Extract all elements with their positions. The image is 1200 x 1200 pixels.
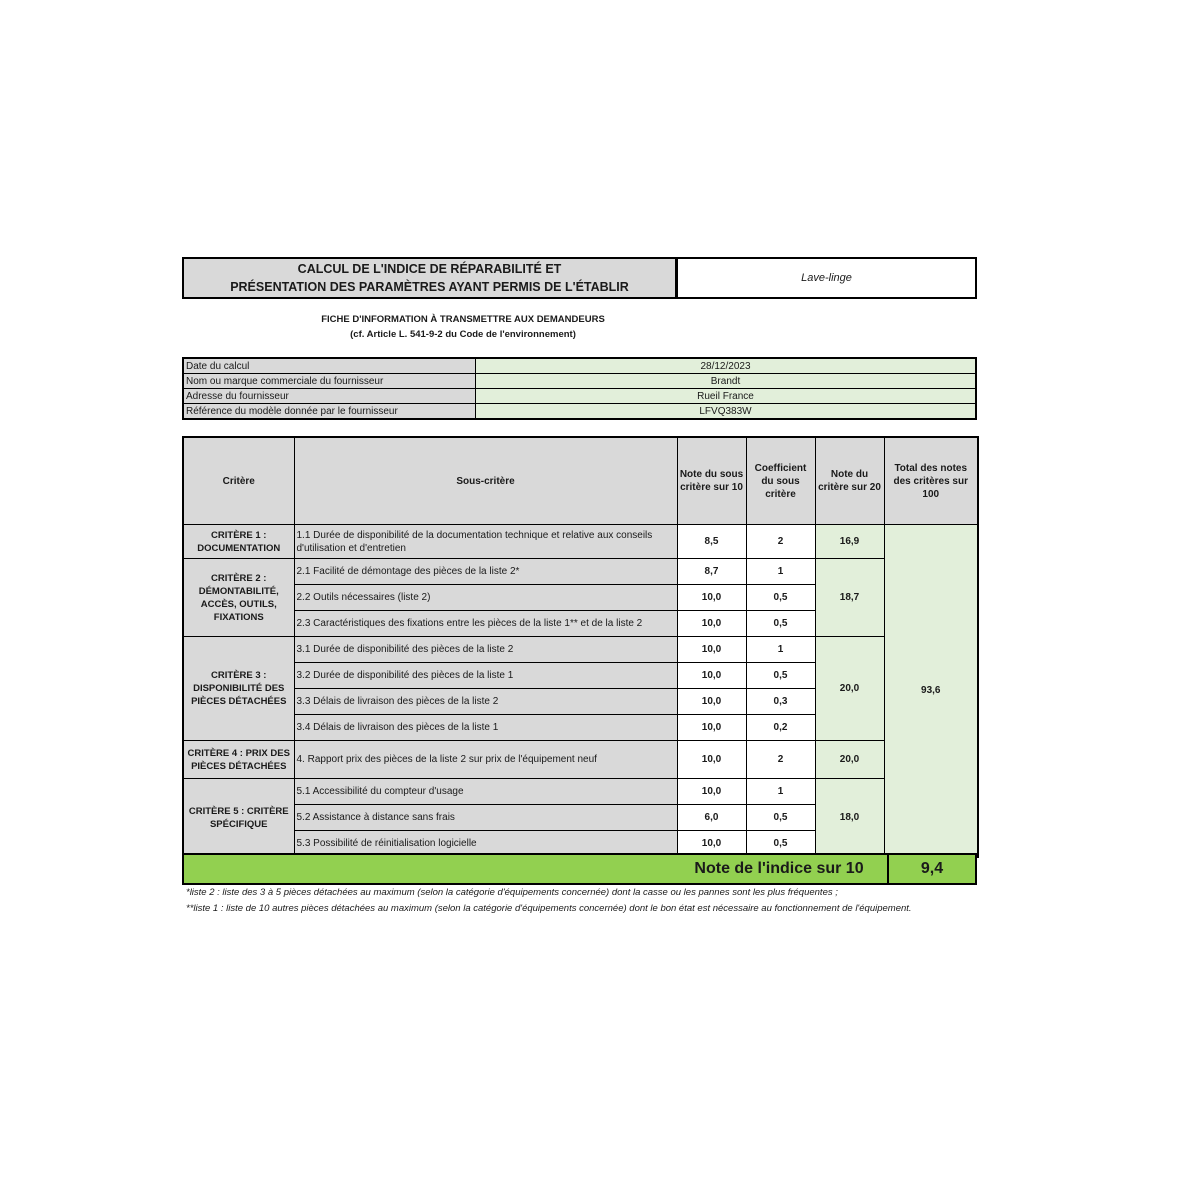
info-value: LFVQ383W — [476, 404, 977, 420]
sub-criterion: 5.1 Accessibilité du compteur d'usage — [294, 779, 677, 805]
sub-note: 10,0 — [677, 611, 746, 637]
header-note-critere: Note du critère sur 20 — [815, 437, 884, 525]
criterion-score: 20,0 — [815, 741, 884, 779]
info-label: Adresse du fournisseur — [183, 389, 476, 404]
document-title — [182, 257, 677, 299]
info-row — [183, 358, 976, 374]
sub-coef: 0,3 — [746, 689, 815, 715]
criterion-score: 18,0 — [815, 779, 884, 858]
sub-note: 10,0 — [677, 779, 746, 805]
title-line-2: PRÉSENTATION DES PARAMÈTRES AYANT PERMIS DE L'ÉTABLIR — [230, 280, 629, 294]
sub-criterion: 3.3 Délais de livraison des pièces de la liste 2 — [294, 689, 677, 715]
footnote-2: **liste 1 : liste de 10 autres pièces détachées au maximum (selon la catégorie d'équipements concernée) dont le bon état est nécessaire au fonctionnement de l'équipement. — [186, 903, 912, 914]
subtitle-line-2: (cf. Article L. 541-9-2 du Code de l'environnement) — [350, 329, 576, 340]
info-row — [183, 404, 976, 420]
criterion-score: 18,7 — [815, 559, 884, 637]
header-total: Total des notes des critères sur 100 — [884, 437, 978, 525]
sub-criterion: 3.1 Durée de disponibilité des pièces de la liste 2 — [294, 637, 677, 663]
header-note-sous: Note du sous critère sur 10 — [677, 437, 746, 525]
total-score: 93,6 — [884, 525, 978, 858]
sub-criterion: 3.2 Durée de disponibilité des pièces de la liste 1 — [294, 663, 677, 689]
criterion-3: CRITÈRE 3 : DISPONIBILITÉ DES PIÈCES DÉTACHÉES — [183, 637, 294, 741]
info-label: Nom ou marque commerciale du fournisseur — [183, 374, 476, 389]
info-row — [183, 374, 976, 389]
criterion-1: CRITÈRE 1 : DOCUMENTATION — [183, 525, 294, 559]
sub-coef: 2 — [746, 525, 815, 559]
sub-criterion: 4. Rapport prix des pièces de la liste 2 sur prix de l'équipement neuf — [294, 741, 677, 779]
table-row — [183, 741, 978, 779]
sub-coef: 0,5 — [746, 611, 815, 637]
sub-coef: 1 — [746, 779, 815, 805]
footnote-1: *liste 2 : liste des 3 à 5 pièces détachées au maximum (selon la catégorie d'équipements concernée) dont la casse ou les pannes sont les plus fréquentes ; — [186, 887, 838, 898]
table-header-row — [183, 437, 978, 525]
result-label: Note de l'indice sur 10 — [694, 860, 864, 877]
supplier-info-table — [182, 357, 977, 420]
result-value: 9,4 — [920, 860, 944, 877]
criterion-5: CRITÈRE 5 : CRITÈRE SPÉCIFIQUE — [183, 779, 294, 858]
sub-note: 10,0 — [677, 689, 746, 715]
sub-criterion: 1.1 Durée de disponibilité de la documentation technique et relative aux conseils d'utilisation et d'entretien — [294, 525, 677, 559]
sub-coef: 0,5 — [746, 805, 815, 831]
info-label: Date du calcul — [183, 358, 476, 374]
sub-criterion: 5.2 Assistance à distance sans frais — [294, 805, 677, 831]
product-type: Lave-linge — [676, 257, 977, 299]
sub-criterion: 2.2 Outils nécessaires (liste 2) — [294, 585, 677, 611]
repairability-table — [182, 436, 979, 858]
header-critere: Critère — [183, 437, 294, 525]
subtitle — [182, 312, 744, 342]
subtitle-line-1: FICHE D'INFORMATION À TRANSMETTRE AUX DEMANDEURS — [321, 314, 605, 325]
table-row — [183, 525, 978, 559]
info-value: Brandt — [476, 374, 977, 389]
table-row — [183, 779, 978, 805]
header-coef: Coefficient du sous critère — [746, 437, 815, 525]
sub-criterion: 2.3 Caractéristiques des fixations entre les pièces de la liste 1** et de la liste 2 — [294, 611, 677, 637]
info-value: 28/12/2023 — [476, 358, 977, 374]
sub-criterion: 2.1 Facilité de démontage des pièces de la liste 2* — [294, 559, 677, 585]
info-label: Référence du modèle donnée par le fournisseur — [183, 404, 476, 420]
sub-coef: 1 — [746, 637, 815, 663]
table-row — [183, 637, 978, 663]
info-value: Rueil France — [476, 389, 977, 404]
title-line-1: CALCUL DE L'INDICE DE RÉPARABILITÉ ET — [297, 262, 562, 276]
criterion-score: 16,9 — [815, 525, 884, 559]
sub-note: 8,5 — [677, 525, 746, 559]
table-row — [183, 559, 978, 585]
sub-note: 10,0 — [677, 831, 746, 858]
criterion-4: CRITÈRE 4 : PRIX DES PIÈCES DÉTACHÉES — [183, 741, 294, 779]
criterion-2: CRITÈRE 2 : DÉMONTABILITÉ, ACCÈS, OUTILS, FIXATIONS — [183, 559, 294, 637]
sub-coef: 0,5 — [746, 831, 815, 858]
sub-coef: 1 — [746, 559, 815, 585]
sub-criterion: 3.4 Délais de livraison des pièces de la liste 1 — [294, 715, 677, 741]
sub-note: 8,7 — [677, 559, 746, 585]
sub-criterion: 5.3 Possibilité de réinitialisation logicielle — [294, 831, 677, 858]
sub-note: 10,0 — [677, 715, 746, 741]
sub-note: 10,0 — [677, 585, 746, 611]
sub-note: 10,0 — [677, 637, 746, 663]
sub-coef: 0,5 — [746, 663, 815, 689]
sub-coef: 2 — [746, 741, 815, 779]
sub-note: 10,0 — [677, 741, 746, 779]
sub-note: 10,0 — [677, 663, 746, 689]
sub-note: 6,0 — [677, 805, 746, 831]
header-sous-critere: Sous-critère — [294, 437, 677, 525]
result-row — [182, 853, 977, 885]
sub-coef: 0,2 — [746, 715, 815, 741]
sub-coef: 0,5 — [746, 585, 815, 611]
info-row — [183, 389, 976, 404]
criterion-score: 20,0 — [815, 637, 884, 741]
